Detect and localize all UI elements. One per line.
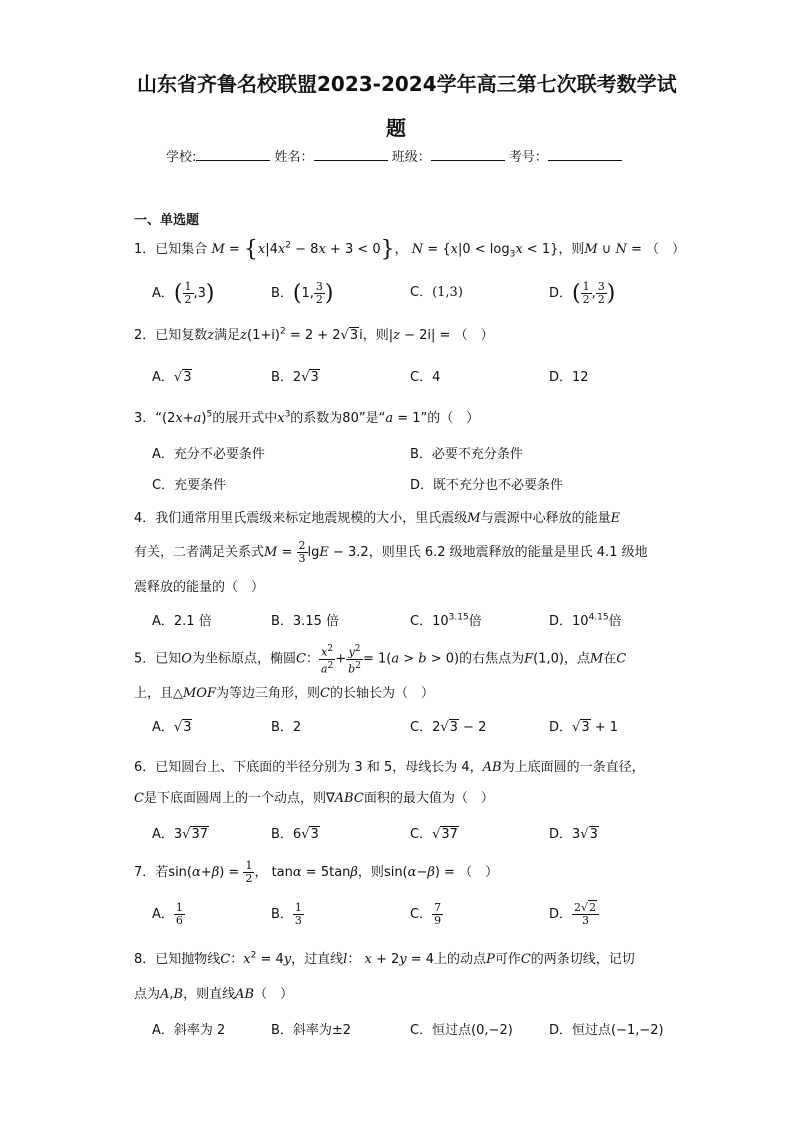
page-title: 山东省齐鲁名校联盟2023-2024学年高三第七次联考数学试 <box>137 72 677 96</box>
q6-option-b[interactable]: B．6√3 <box>271 827 319 842</box>
q8-option-b[interactable]: B．斜率为±2 <box>271 1023 352 1038</box>
page-title-cont: 题 <box>386 116 406 140</box>
section-heading: 一、单选题 <box>134 213 200 228</box>
q3-option-d[interactable]: D．既不充分也不必要条件 <box>410 478 564 493</box>
student-info <box>166 146 622 165</box>
q7-option-b[interactable]: B． $\frac{1}{3}$ <box>271 901 302 927</box>
question-4-line2: 有关，二者满足关系式M = $\frac{2}{3}$ lgE − 3.2，则里氏 6.2 级地震释放的能量是里氏 4.1 级地 <box>134 539 648 565</box>
q5-option-a[interactable]: A．√3 <box>152 720 192 735</box>
question-5-line1: 5．已知O为坐标原点，椭圆C： $\frac{x^2}{a^2}$ + $\frac{y^2}{b^2}$ = 1(a > b > 0)的右焦点为F(1,0)，点M在C <box>134 644 627 676</box>
q3-option-c[interactable]: C．充要条件 <box>152 478 227 493</box>
question-8-line2: 点为A,B，则直线AB（ ） <box>134 987 294 1002</box>
exam-number-field[interactable] <box>548 148 622 161</box>
q8-option-c[interactable]: C．恒过点(0,−2) <box>410 1023 513 1038</box>
class-label: 班级： <box>391 150 431 165</box>
q1-option-c[interactable]: C．(1,3) <box>410 285 463 300</box>
question-6-line2: C是下底面圆周上的一个动点，则∇ABC面积的最大值为（ ） <box>134 791 494 806</box>
q4-option-c[interactable]: C．$10^{3.15}$倍 <box>410 612 482 629</box>
q4-option-d[interactable]: D．$10^{4.15}$倍 <box>549 612 622 629</box>
q7-option-a[interactable]: A． $\frac{1}{6}$ <box>152 901 183 927</box>
name-field[interactable] <box>314 148 388 161</box>
q2-option-b[interactable]: B．2√3 <box>271 370 319 385</box>
question-8-line1: 8．已知抛物线C：$x^2 = 4y$，过直线l： x + 2y = 4上的动点P可作C的两条切线，记切 <box>134 950 635 967</box>
class-field[interactable] <box>431 148 505 161</box>
q5-option-b[interactable]: B．2 <box>271 720 302 735</box>
question-1: 1．已知集合 $M = \{x|4x^2 - 8x + 3 < 0\}$， $N = \{x|0 < \log_3x < 1\}$，则M ∪ N = （ ） <box>134 237 686 262</box>
q7-option-d[interactable]: D． $\frac{2√2}{3}$ <box>549 902 599 927</box>
q1-option-b[interactable]: B．(1, $\frac{3}{2}$ ) <box>271 280 334 306</box>
q7-option-c[interactable]: C． $\frac{7}{9}$ <box>410 901 442 927</box>
question-2: 2．已知复数z满足$z(1+i)^2 = 2 + 2√3i$，则|z − 2i| = （ ） <box>134 326 494 343</box>
q4-option-b[interactable]: B．3.15 倍 <box>271 614 339 629</box>
q5-option-d[interactable]: D．√3 + 1 <box>549 720 619 735</box>
question-4-line3: 震释放的能量的（ ） <box>134 580 265 595</box>
q1-option-a[interactable]: A．( $\frac{1}{2}$ ,3) <box>152 280 215 306</box>
q3-option-b[interactable]: B．必要不充分条件 <box>410 447 523 462</box>
q2-option-a[interactable]: A．√3 <box>152 370 192 385</box>
exam-number-label: 考号： <box>508 150 548 165</box>
name-label: 姓名： <box>274 150 314 165</box>
q1-option-d[interactable]: D．( $\frac{1}{2}$ , $\frac{3}{2}$ ) <box>549 280 616 306</box>
q6-option-c[interactable]: C．√37 <box>410 827 458 842</box>
q3-option-a[interactable]: A．充分不必要条件 <box>152 447 265 462</box>
q8-option-a[interactable]: A．斜率为 2 <box>152 1023 226 1038</box>
q2-option-c[interactable]: C．4 <box>410 370 441 385</box>
school-label: 学校: <box>166 150 197 165</box>
q4-option-a[interactable]: A．2.1 倍 <box>152 614 212 629</box>
question-3: 3．“$(2x+a)^5$的展开式中$x^3$的系数为80”是“a = 1”的（ ） <box>134 409 480 426</box>
q5-option-c[interactable]: C．2√3 − 2 <box>410 720 487 735</box>
question-7: 7．若sin(α+β) = $\frac{1}{2}$ ， tanα = 5tanβ，则sin(α−β) = （ ） <box>134 859 499 885</box>
question-4-line1: 4．我们通常用里氏震级来标定地震规模的大小，里氏震级M与震源中心释放的能量E <box>134 511 621 526</box>
q6-option-a[interactable]: A．3√37 <box>152 827 209 842</box>
q8-option-d[interactable]: D．恒过点(−1,−2) <box>549 1023 664 1038</box>
q2-option-d[interactable]: D．12 <box>549 370 589 385</box>
question-6-line1: 6．已知圆台上、下底面的半径分别为 3 和 5，母线长为 4，AB为上底面圆的一条直径， <box>134 760 645 775</box>
school-field[interactable] <box>196 148 270 161</box>
q6-option-d[interactable]: D．3√3 <box>549 827 598 842</box>
question-5-line2: 上，且△MOF为等边三角形，则C的长轴长为（ ） <box>134 686 434 701</box>
